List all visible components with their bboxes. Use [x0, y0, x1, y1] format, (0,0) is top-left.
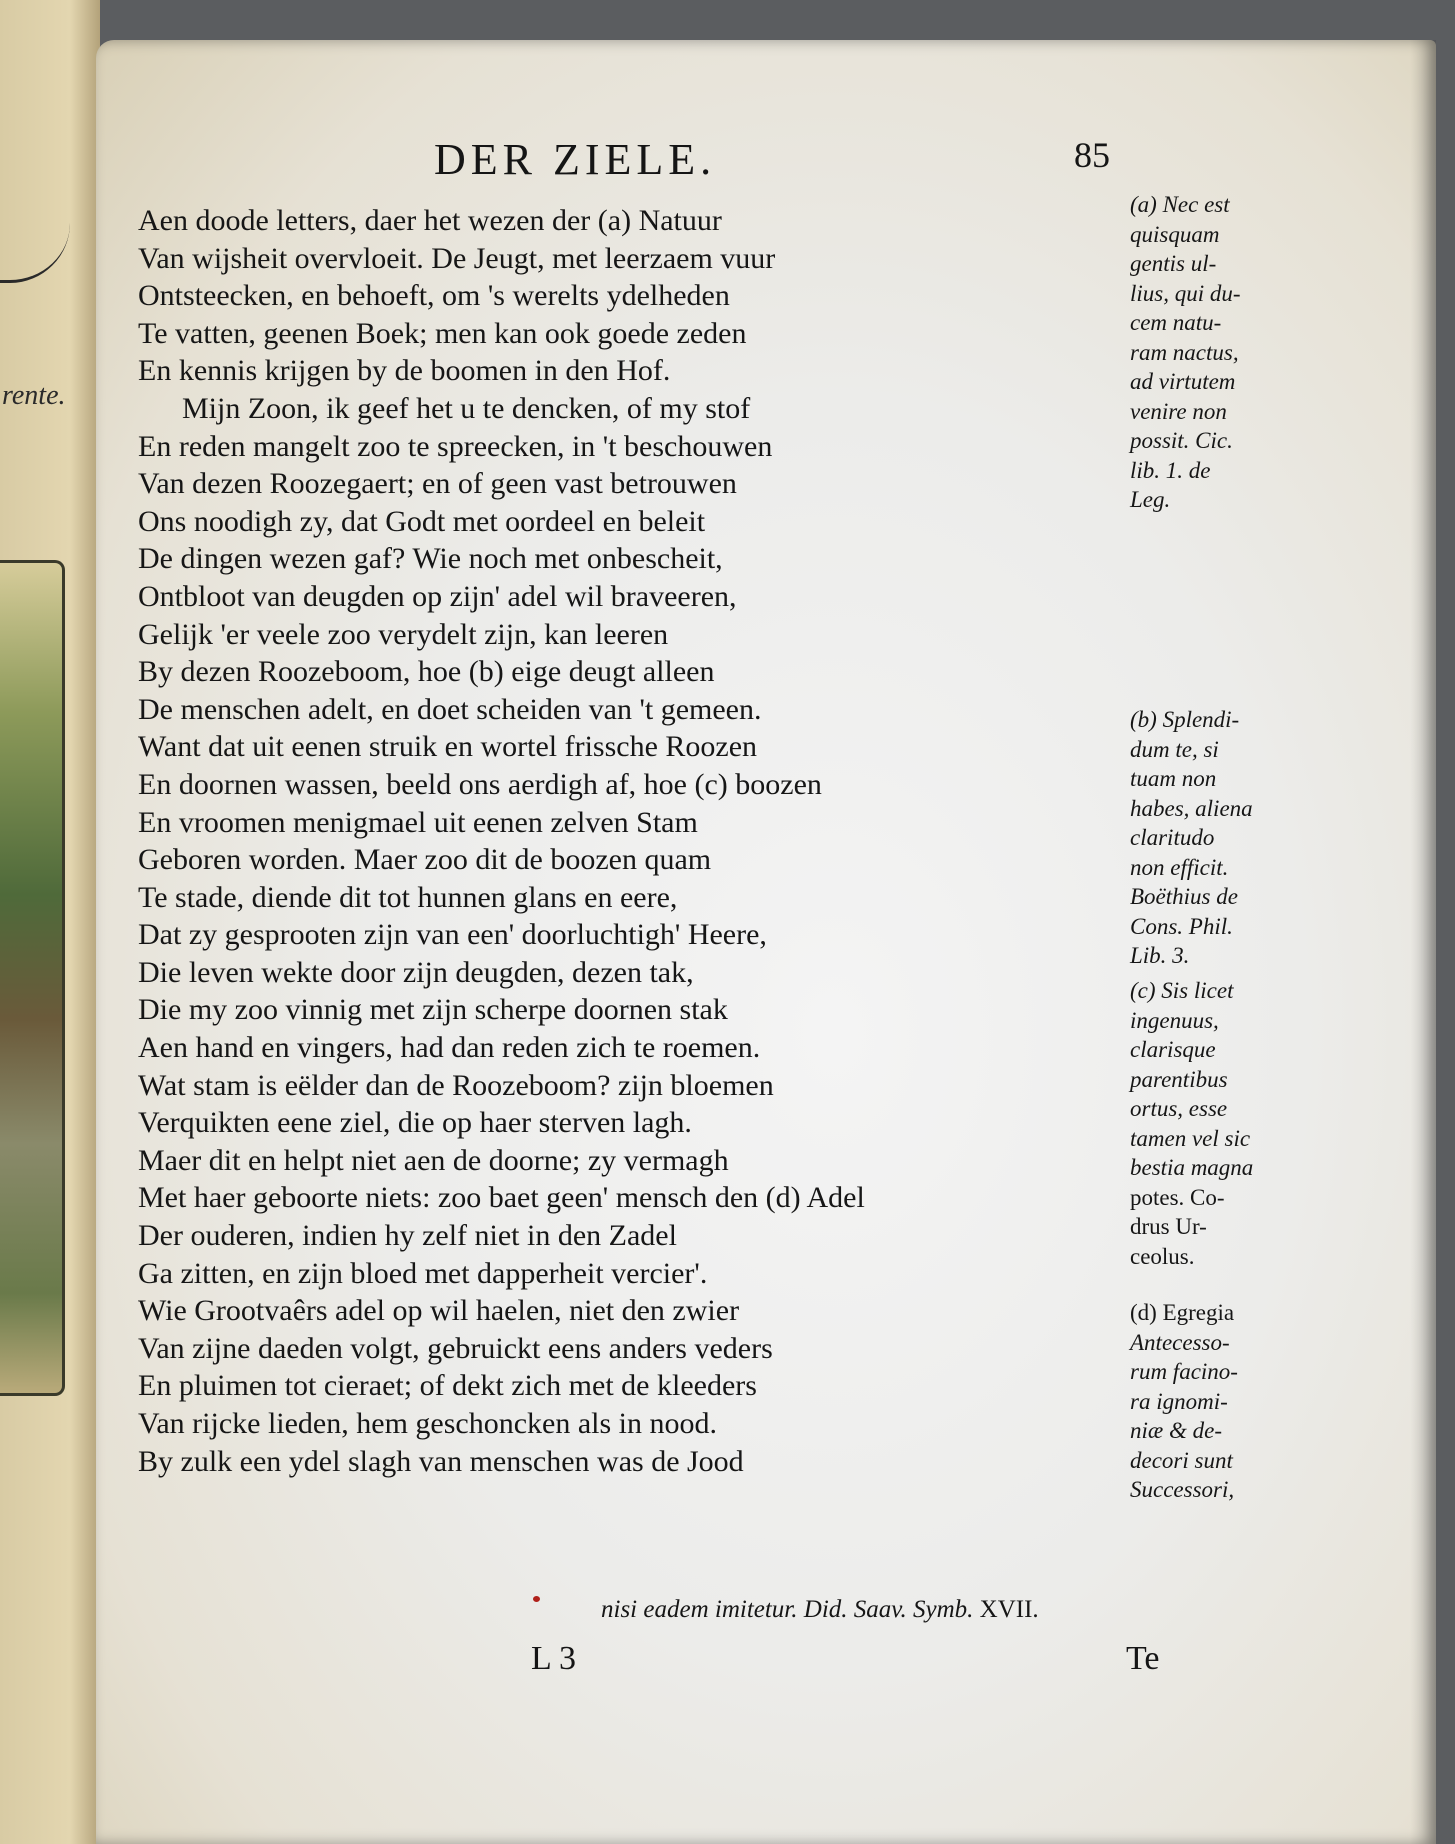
poem-line: Die my zoo vinnig met zijn scherpe doornen stak	[138, 993, 728, 1027]
poem-line: Met haer geboorte niets: zoo baet geen' mensch den (d) Adel	[138, 1181, 865, 1215]
page-number: 85	[1074, 135, 1110, 175]
poem-line: Ons noodigh zy, dat Godt met oordeel en beleit	[138, 504, 706, 538]
note-line: venire non	[1130, 398, 1227, 424]
note-line: clarisque	[1130, 1037, 1216, 1062]
catchword: Te	[1126, 1640, 1160, 1677]
left-facing-page	[0, 0, 100, 1844]
poem-line: En kennis krijgen by de boomen in den Hof.	[138, 354, 671, 388]
note-line: ingenuus,	[1130, 1007, 1219, 1033]
note-line: drus Ur-	[1130, 1214, 1207, 1239]
note-line: Cons. Phil.	[1130, 913, 1233, 939]
note-line: (b) Splendi-	[1130, 707, 1240, 732]
note-line: possit. Cic.	[1130, 428, 1233, 453]
note-line: lib. 1. de	[1130, 457, 1211, 483]
poem-line: De dingen wezen gaf? Wie noch met onbescheit,	[138, 542, 723, 576]
marginal-note-a	[1130, 190, 1280, 515]
note-line: tuam non	[1130, 766, 1217, 791]
note-line: ra ignomi-	[1130, 1388, 1228, 1414]
left-page-illustration	[0, 560, 65, 1396]
note-line: claritudo	[1130, 825, 1215, 850]
footnote-continuation	[601, 1596, 1039, 1624]
note-line: ad virtutem	[1130, 369, 1236, 394]
note-line: (c) Sis licet	[1130, 978, 1234, 1003]
note-line: ceolus.	[1130, 1243, 1195, 1269]
poem-line: Van rijcke lieden, hem geschoncken als in nood.	[138, 1407, 717, 1440]
poem-line: Wat stam is eëlder dan de Roozeboom? zijn bloemen	[138, 1068, 774, 1102]
marginal-note-c	[1130, 976, 1280, 1271]
poem-line: Dat zy gesprooten zijn van een' doorluchtigh' Heere,	[138, 918, 767, 952]
poem-line: Gelijk 'er veele zoo verydelt zijn, kan leeren	[138, 617, 669, 651]
note-line: parentibus	[1130, 1066, 1228, 1092]
marginal-note-b	[1130, 705, 1280, 971]
note-line: Successori,	[1130, 1477, 1235, 1502]
footnote-numeral: XVII.	[979, 1596, 1039, 1623]
poem-line: Van dezen Roozegaert; en of geen vast betrouwen	[138, 467, 737, 501]
poem-line: Aen doode letters, daer het wezen der (a) Natuur	[138, 204, 722, 237]
note-line: potes. Co-	[1130, 1184, 1225, 1210]
poem-line: By zulk een ydel slagh van menschen was de Jood	[138, 1444, 744, 1478]
note-line: ram nactus,	[1130, 339, 1239, 365]
note-line: (d) Egregia	[1130, 1300, 1235, 1325]
note-line: dum te, si	[1130, 736, 1219, 762]
poem-line: Maer dit en helpt niet aen de doorne; zy vermagh	[138, 1143, 729, 1177]
note-line: Boëthius de	[1130, 884, 1238, 909]
note-line: decori sunt	[1130, 1447, 1233, 1473]
poem-line: Van zijne daeden volgt, gebruickt eens anders veders	[138, 1331, 773, 1365]
decorative-curve	[0, 190, 70, 283]
note-line: bestia magna	[1130, 1155, 1254, 1180]
note-line: tamen vel sic	[1130, 1125, 1251, 1151]
poem-line: En pluimen tot cieraet; of dekt zich met de kleeders	[138, 1369, 757, 1403]
marginal-note-d	[1130, 1298, 1280, 1505]
note-line: Leg.	[1130, 487, 1171, 512]
poem-line: En vroomen menigmael uit eenen zelven Stam	[138, 805, 698, 839]
poem-line: Want dat uit eenen struik en wortel frissche Roozen	[138, 730, 758, 764]
page-edge-shadow	[1410, 40, 1436, 1844]
poem-line: Aen hand en vingers, had dan reden zich te roemen.	[138, 1031, 761, 1065]
poem-line: Die leven wekte door zijn deugden, dezen tak,	[138, 955, 694, 989]
note-line: Antecesso-	[1130, 1329, 1230, 1355]
note-line: (a) Nec est	[1130, 192, 1230, 217]
note-line: ortus, esse	[1130, 1096, 1228, 1121]
poem-line: Ontsteecken, en behoeft, om 's werelts ydelheden	[138, 279, 730, 313]
note-line: lius, qui du-	[1130, 280, 1241, 306]
poem-line: En reden mangelt zoo te spreecken, in 't beschouwen	[138, 429, 773, 463]
poem-line: Verquikten eene ziel, die op haer sterven lagh.	[138, 1106, 692, 1140]
note-line: habes, aliena	[1130, 795, 1253, 821]
note-line: Lib. 3.	[1130, 943, 1190, 968]
poem-line: Wie Grootvaêrs adel op wil haelen, niet den zwier	[138, 1294, 740, 1328]
note-line: niæ & de-	[1130, 1418, 1222, 1443]
footnote-text: nisi eadem imitetur. Did. Saav. Symb.	[601, 1596, 974, 1623]
poem-line: En doornen wassen, beeld ons aerdigh af, hoe (c) boozen	[138, 767, 822, 801]
poem-line: Ga zitten, en zijn bloed met dapperheit vercier'.	[138, 1256, 708, 1290]
poem-line: Geboren worden. Maer zoo dit de boozen quam	[138, 843, 712, 877]
note-line: quisquam	[1130, 221, 1220, 247]
poem-body	[138, 202, 1118, 1480]
note-line: gentis ul-	[1130, 251, 1217, 276]
poem-line: Mijn Zoon, ik geef het u te dencken, of my stof	[182, 391, 751, 425]
ink-speck	[533, 1596, 540, 1602]
poem-line: Te vatten, geenen Boek; men kan ook goede zeden	[138, 316, 747, 350]
poem-line: Ontbloot van deugden op zijn' adel wil braveeren,	[138, 579, 737, 613]
book-page	[96, 40, 1436, 1844]
poem-line: De menschen adelt, en doet scheiden van 't gemeen.	[138, 692, 762, 726]
poem-line: Van wijsheit overvloeit. De Jeugt, met leerzaem vuur	[138, 241, 776, 275]
note-line: rum facino-	[1130, 1359, 1238, 1384]
poem-line: By dezen Roozeboom, hoe (b) eige deugt alleen	[138, 655, 715, 689]
signature-mark: L 3	[531, 1640, 577, 1677]
poem-line: Te stade, diende dit tot hunnen glans en eere,	[138, 880, 678, 914]
running-head: DER ZIELE.	[434, 135, 717, 184]
left-page-word: rente.	[2, 380, 66, 411]
note-line: cem natu-	[1130, 310, 1222, 335]
note-line: non efficit.	[1130, 854, 1229, 880]
poem-line: Der ouderen, indien hy zelf niet in den Zadel	[138, 1219, 677, 1253]
